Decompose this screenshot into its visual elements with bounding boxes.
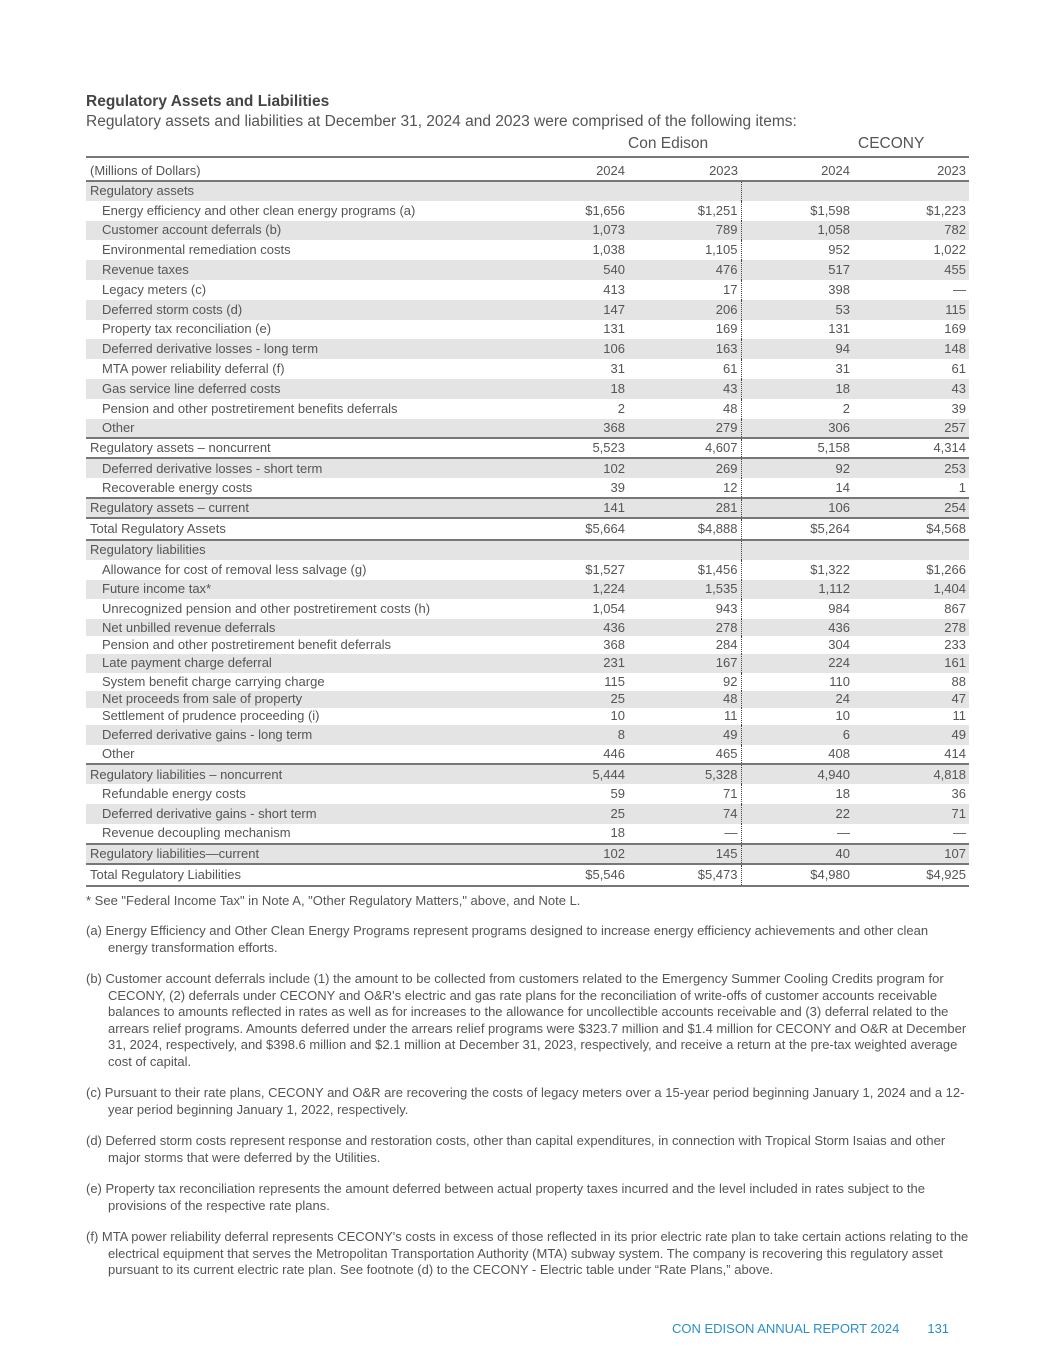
cell-value: $4,888 [628,518,741,540]
group-con-edison: Con Edison [628,135,709,152]
cell-value: 304 [828,636,850,652]
table-row [86,280,969,300]
table-row [86,824,969,844]
table-row [86,619,969,636]
cell-value: 18 [835,786,850,802]
cell-value: — [953,825,966,841]
cell-value: 1,105 [628,240,741,260]
cell-value: 49 [628,725,741,745]
cell-value: 49 [853,725,969,745]
cell-value: 2 [617,400,625,416]
cell-value: 414 [944,746,966,762]
cell-value: 517 [741,260,853,280]
cell-value: 92 [628,673,741,690]
cell-value: 5,328 [628,764,741,784]
table-row [86,725,969,745]
page-footer [672,1321,949,1336]
row-label: Revenue decoupling mechanism [102,825,291,841]
cell-value: 102 [516,458,628,478]
row-label: MTA power reliability deferral (f) [102,361,285,377]
cell-value: 408 [828,746,850,762]
cell-value: $5,546 [516,864,628,886]
cell-value: 257 [853,419,969,439]
section-label: Regulatory liabilities [86,540,516,560]
cell-value: 43 [853,379,969,399]
page [86,92,969,1294]
table-row [86,240,969,260]
cell-value: 476 [628,260,741,280]
table-row [86,201,969,221]
cell-value: — [628,824,741,844]
table-row [86,300,969,320]
cell-value: 40 [741,844,853,864]
table-row [86,599,969,619]
cell-value: $1,251 [628,201,741,221]
cell-value: 71 [853,804,969,824]
table-row [86,478,969,498]
table-row [86,399,969,419]
regulatory-table [86,156,969,887]
cell-value: 48 [628,399,741,419]
table-row [86,419,969,439]
cell-value: 18 [610,825,625,841]
row-label: Deferred derivative gains - long term [86,725,516,745]
page-number: 131 [927,1321,950,1336]
cell-value: 47 [853,691,969,708]
cell-value: 278 [628,619,741,636]
row-label: Environmental remediation costs [102,242,291,258]
cell-value: 167 [628,654,741,674]
cell-value: 540 [516,260,628,280]
liabilities-noncurrent-subtotal-row [86,764,969,784]
cell-value: $4,980 [741,864,853,886]
table-row [86,708,969,725]
cell-value: 284 [628,636,741,653]
cell-value: $1,598 [810,202,850,218]
year-header: 2023 [628,157,741,181]
cell-value: 169 [944,321,966,337]
cell-value: 278 [853,619,969,636]
cell-value: 106 [516,339,628,359]
cell-value: 4,940 [741,764,853,784]
cell-value: 131 [603,321,625,337]
cell-value: 102 [516,844,628,864]
cell-value: 279 [628,419,741,439]
cell-value: 224 [741,654,853,674]
cell-value: 789 [628,221,741,241]
table-row [86,359,969,379]
row-label: Property tax reconciliation (e) [102,321,272,337]
cell-value: 436 [741,619,853,636]
row-label: Pension and other postretirement benefit deferrals [102,636,392,652]
cell-value: 455 [853,260,969,280]
row-label: Customer account deferrals (b) [86,221,516,241]
cell-value: 59 [610,786,625,802]
table-row [86,673,969,690]
section-label: Regulatory assets [86,181,516,201]
cell-value: 39 [951,400,966,416]
cell-value: 1,058 [741,221,853,241]
cell-value: $4,925 [853,864,969,886]
cell-value: 53 [741,300,853,320]
table-row [86,379,969,399]
row-label: Future income tax* [86,580,516,600]
cell-value: 5,444 [516,764,628,784]
cell-value: 88 [951,673,966,689]
footnote-e: (e) Property tax reconciliation represents the amount deferred between actual property taxes incurred and the level included in rates subject to the provisions of the respective rate plans. [86,1181,925,1213]
cell-value: 269 [628,458,741,478]
cell-value: 61 [628,359,741,379]
row-label: Legacy meters (c) [102,281,207,297]
table-row [86,560,969,580]
row-label: Deferred derivative losses - short term [86,458,516,478]
cell-value: 231 [516,654,628,674]
footnote-star: * See "Federal Income Tax" in Note A, "Other Regulatory Matters," above, and Note L. [86,892,581,908]
table-row [86,458,969,478]
assets-total-row [86,518,969,540]
cell-value: 94 [741,339,853,359]
row-label: Energy efficiency and other clean energy programs (a) [102,202,416,218]
row-label: Regulatory liabilities – noncurrent [86,764,516,784]
cell-value: 436 [516,619,628,636]
cell-value: 148 [853,339,969,359]
table-row [86,804,969,824]
row-label: Refundable energy costs [102,786,246,802]
cell-value: 4,314 [853,438,969,458]
cell-value: 36 [951,786,966,802]
row-label: Other [102,746,135,762]
cell-value: 163 [628,339,741,359]
unit-label: (Millions of Dollars) [86,157,516,181]
row-label: Net proceeds from sale of property [86,691,516,708]
cell-value: 145 [628,844,741,864]
group-cecony: CECONY [858,135,925,152]
cell-value: 71 [628,784,741,804]
cell-value: 8 [516,725,628,745]
footnote-f: (f) MTA power reliability deferral represents CECONY's costs in excess of those reflected in its prior electric rate plan to take certain actions relating to the electrical equipment that serves the Metropolitan Transportation Authority (MTA) subway system. The company is recovering this regulatory asset pursuant to its current electric rate plan. See footnote (d) to the CECONY - Electric table under “Rate Plans,” above. [86,1229,969,1278]
row-label: Revenue taxes [86,260,516,280]
cell-value: 1,404 [853,580,969,600]
table-row [86,691,969,708]
cell-value: 782 [853,221,969,241]
cell-value: 5,158 [741,438,853,458]
cell-value: 368 [603,636,625,652]
table-row [86,580,969,600]
table-header-row [86,157,969,181]
cell-value: 12 [628,478,741,498]
row-label: Regulatory liabilities—current [86,844,516,864]
cell-value: 24 [741,691,853,708]
report-name: CON EDISON ANNUAL REPORT 2024 [672,1321,900,1336]
column-group-header [86,134,969,156]
cell-value: — [953,281,966,297]
footnote-b: (b) Customer account deferrals include (1) the amount to be collected from customers related to the Emergency Summer Cooling Credits program for CECONY, (2) deferrals under CECONY and O&R's electric and gas rate plans for the reconciliation of write-offs of customer accounts receivable balances to amounts reflected in rates as well as for increases to the allowance for uncollectible accounts receivable and (3) deferral related to the arrears relief programs. Amounts deferred under the arrears relief programs were $323.7 million and $1.4 million for CECONY and O&R at December 31, 2024, respectively, and $398.6 million and $2.1 million at December 31, 2023, respectively, and receive a return at the pre-tax weighted average cost of capital. [86,971,967,1069]
section-title: Regulatory Assets and Liabilities [86,93,330,110]
row-label: Deferred derivative gains - short term [86,804,516,824]
cell-value: 281 [628,498,741,518]
cell-value: 5,523 [516,438,628,458]
row-label: Allowance for cost of removal less salvage (g) [102,561,367,577]
cell-value: 147 [516,300,628,320]
cell-value: 1,054 [592,601,625,617]
row-label: Regulatory assets – current [86,498,516,518]
row-label: Pension and other postretirement benefits deferrals [102,400,398,416]
cell-value: 92 [741,458,853,478]
cell-value: 161 [853,654,969,674]
row-label: Deferred derivative losses - long term [86,339,516,359]
table-row [86,221,969,241]
cell-value: 115 [604,673,625,689]
cell-value: 368 [516,419,628,439]
cell-value: 413 [603,281,625,297]
cell-value: 39 [610,479,625,495]
cell-value: 10 [835,708,850,724]
cell-value: $5,473 [628,864,741,886]
cell-value: 11 [952,708,966,724]
cell-value: 1,022 [933,242,966,258]
cell-value: $1,322 [810,561,850,577]
cell-value: 18 [741,379,853,399]
cell-value: 446 [603,746,625,762]
cell-value: 22 [741,804,853,824]
cell-value: 48 [628,691,741,708]
row-label: Gas service line deferred costs [86,379,516,399]
regulatory-table-body [86,157,969,886]
cell-value: 110 [829,673,850,689]
cell-value: 14 [835,479,850,495]
cell-value: 74 [628,804,741,824]
cell-value: 465 [628,745,741,765]
table-row [86,745,969,765]
cell-value: 25 [516,804,628,824]
cell-value: $1,456 [628,560,741,580]
table-row [86,784,969,804]
cell-value: 106 [741,498,853,518]
row-label: Deferred storm costs (d) [86,300,516,320]
year-header: 2024 [516,157,628,181]
table-row [86,260,969,280]
cell-value: 1,038 [592,242,625,258]
row-label: Recoverable energy costs [102,479,253,495]
cell-value: 169 [628,320,741,340]
row-label: Net unbilled revenue deferrals [86,619,516,636]
cell-value: $1,266 [926,561,966,577]
cell-value: $1,527 [585,561,625,577]
row-label: Settlement of prudence proceeding (i) [102,708,320,724]
assets-section-header [86,181,969,201]
year-header: 2023 [853,157,969,181]
cell-value: 952 [828,242,850,258]
cell-value: $5,264 [741,518,853,540]
assets-noncurrent-subtotal-row [86,438,969,458]
cell-value: 141 [516,498,628,518]
cell-value: 984 [828,601,850,617]
cell-value: 943 [628,599,741,619]
table-row [86,339,969,359]
cell-value: 254 [853,498,969,518]
cell-value: 4,607 [628,438,741,458]
cell-value: 6 [741,725,853,745]
table-row [86,320,969,340]
footnotes [86,893,969,1279]
cell-value: 17 [628,280,741,300]
row-label: System benefit charge carrying charge [102,673,325,689]
cell-value: 253 [853,458,969,478]
cell-value: — [837,825,850,841]
table-row [86,654,969,674]
cell-value: 11 [628,708,741,725]
cell-value: 2 [842,400,850,416]
cell-value: 25 [516,691,628,708]
footnote-c: (c) Pursuant to their rate plans, CECONY and O&R are recovering the costs of legacy meters over a 15-year period beginning January 1, 2024 and a 12-year period beginning January 1, 2022, respectively. [86,1085,965,1117]
cell-value: 4,818 [853,764,969,784]
assets-current-subtotal-row [86,498,969,518]
cell-value: 131 [828,321,850,337]
year-header: 2024 [741,157,853,181]
cell-value: 1,224 [516,580,628,600]
cell-value: 18 [516,379,628,399]
footnote-a: (a) Energy Efficiency and Other Clean Energy Programs represent programs designed to increase energy efficiency achievements and other clean energy transformation efforts. [86,923,929,955]
cell-value: $4,568 [853,518,969,540]
liabilities-section-header [86,540,969,560]
cell-value: 1 [958,479,966,495]
cell-value: $5,664 [516,518,628,540]
row-label: Total Regulatory Liabilities [86,864,516,886]
cell-value: $1,656 [585,202,625,218]
cell-value: 398 [828,281,850,297]
cell-value: 306 [741,419,853,439]
section-subtitle: Regulatory assets and liabilities at December 31, 2024 and 2023 were comprised of the following items: [86,113,797,130]
row-label: Total Regulatory Assets [86,518,516,540]
cell-value: 1,112 [741,580,853,600]
liabilities-total-row [86,864,969,886]
cell-value: 1,073 [516,221,628,241]
table-row [86,636,969,653]
cell-value: 107 [853,844,969,864]
cell-value: 10 [610,708,625,724]
cell-value: 867 [944,601,966,617]
cell-value: $1,223 [926,202,966,218]
cell-value: 31 [835,361,850,377]
cell-value: 233 [944,636,966,652]
cell-value: 115 [853,300,969,320]
cell-value: 43 [628,379,741,399]
cell-value: 206 [628,300,741,320]
row-label: Unrecognized pension and other postretirement costs (h) [102,601,431,617]
liabilities-current-subtotal-row [86,844,969,864]
cell-value: 31 [610,361,625,377]
cell-value: 61 [951,361,966,377]
row-label: Late payment charge deferral [86,654,516,674]
row-label: Other [86,419,516,439]
footnote-d: (d) Deferred storm costs represent response and restoration costs, other than capital expenditures, in connection with Tropical Storm Isaias and other major storms that were deferred by the Utilities. [86,1133,946,1165]
cell-value: 1,535 [628,580,741,600]
row-label: Regulatory assets – noncurrent [86,438,516,458]
